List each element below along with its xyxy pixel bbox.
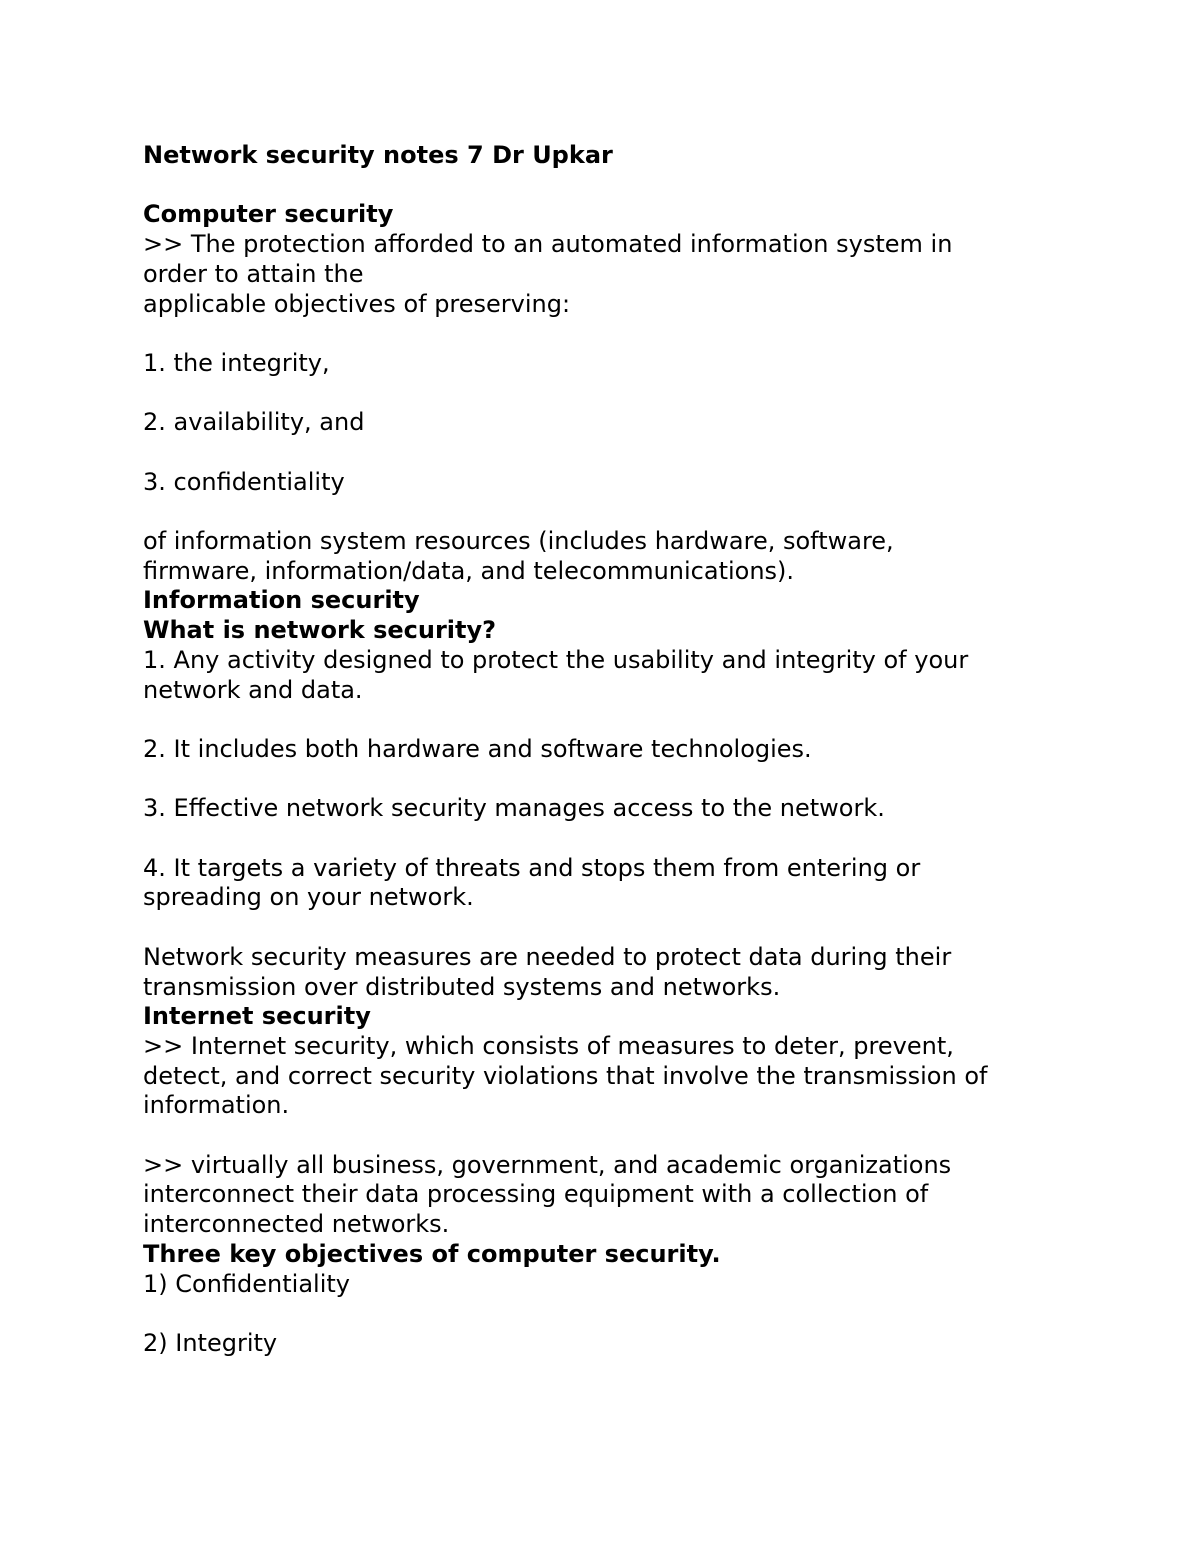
spacer — [143, 438, 1063, 468]
paragraph-line: interconnected networks. — [143, 1210, 450, 1239]
section-heading-objectives: Three key objectives of computer security. — [143, 1239, 721, 1268]
list-item: 2. availability, and — [143, 408, 365, 437]
paragraph-line: >> The protection afforded to an automated information system in — [143, 230, 953, 259]
paragraph-line: >> virtually all business, government, and academic organizations — [143, 1150, 952, 1179]
spacer — [143, 1121, 1063, 1151]
spacer — [143, 379, 1063, 409]
section-heading-internet-security: Internet security — [143, 1002, 371, 1031]
list-item: 4. It targets a variety of threats and stops them from entering or — [143, 853, 921, 882]
spacer — [143, 913, 1063, 943]
spacer — [143, 705, 1063, 735]
list-item-continuation: network and data. — [143, 675, 363, 704]
paragraph-line: >> Internet security, which consists of measures to deter, prevent, — [143, 1031, 954, 1060]
section-heading-network-security: What is network security? — [143, 616, 497, 645]
paragraph-line: applicable objectives of preserving: — [143, 289, 571, 318]
paragraph-line: transmission over distributed systems and networks. — [143, 972, 781, 1001]
paragraph-line: Network security measures are needed to protect data during their — [143, 942, 952, 971]
list-item: 3. confidentiality — [143, 467, 345, 496]
list-item: 1. Any activity designed to protect the usability and integrity of your — [143, 645, 969, 674]
paragraph-line: of information system resources (includes hardware, software, — [143, 527, 894, 556]
spacer — [143, 1299, 1063, 1329]
list-item-continuation: spreading on your network. — [143, 883, 474, 912]
paragraph-line: firmware, information/data, and telecommunications). — [143, 556, 795, 585]
paragraph-line: interconnect their data processing equipment with a collection of — [143, 1180, 929, 1209]
list-item: 2. It includes both hardware and software technologies. — [143, 734, 812, 763]
paragraph-line: information. — [143, 1091, 290, 1120]
section-heading-computer-security: Computer security — [143, 200, 394, 229]
document-title: Network security notes 7 Dr Upkar — [143, 141, 613, 169]
list-item: 3. Effective network security manages access to the network. — [143, 794, 885, 823]
paragraph-line: order to attain the — [143, 259, 364, 288]
spacer — [143, 171, 1063, 201]
list-item: 1) Confidentiality — [143, 1269, 350, 1298]
spacer — [143, 497, 1063, 527]
section-heading-information-security: Information security — [143, 586, 420, 615]
list-item: 1. the integrity, — [143, 348, 330, 377]
spacer — [143, 319, 1063, 349]
document-body — [143, 141, 1063, 1359]
list-item: 2) Integrity — [143, 1328, 278, 1357]
spacer — [143, 824, 1063, 854]
spacer — [143, 765, 1063, 795]
paragraph-line: detect, and correct security violations that involve the transmission of — [143, 1061, 988, 1090]
